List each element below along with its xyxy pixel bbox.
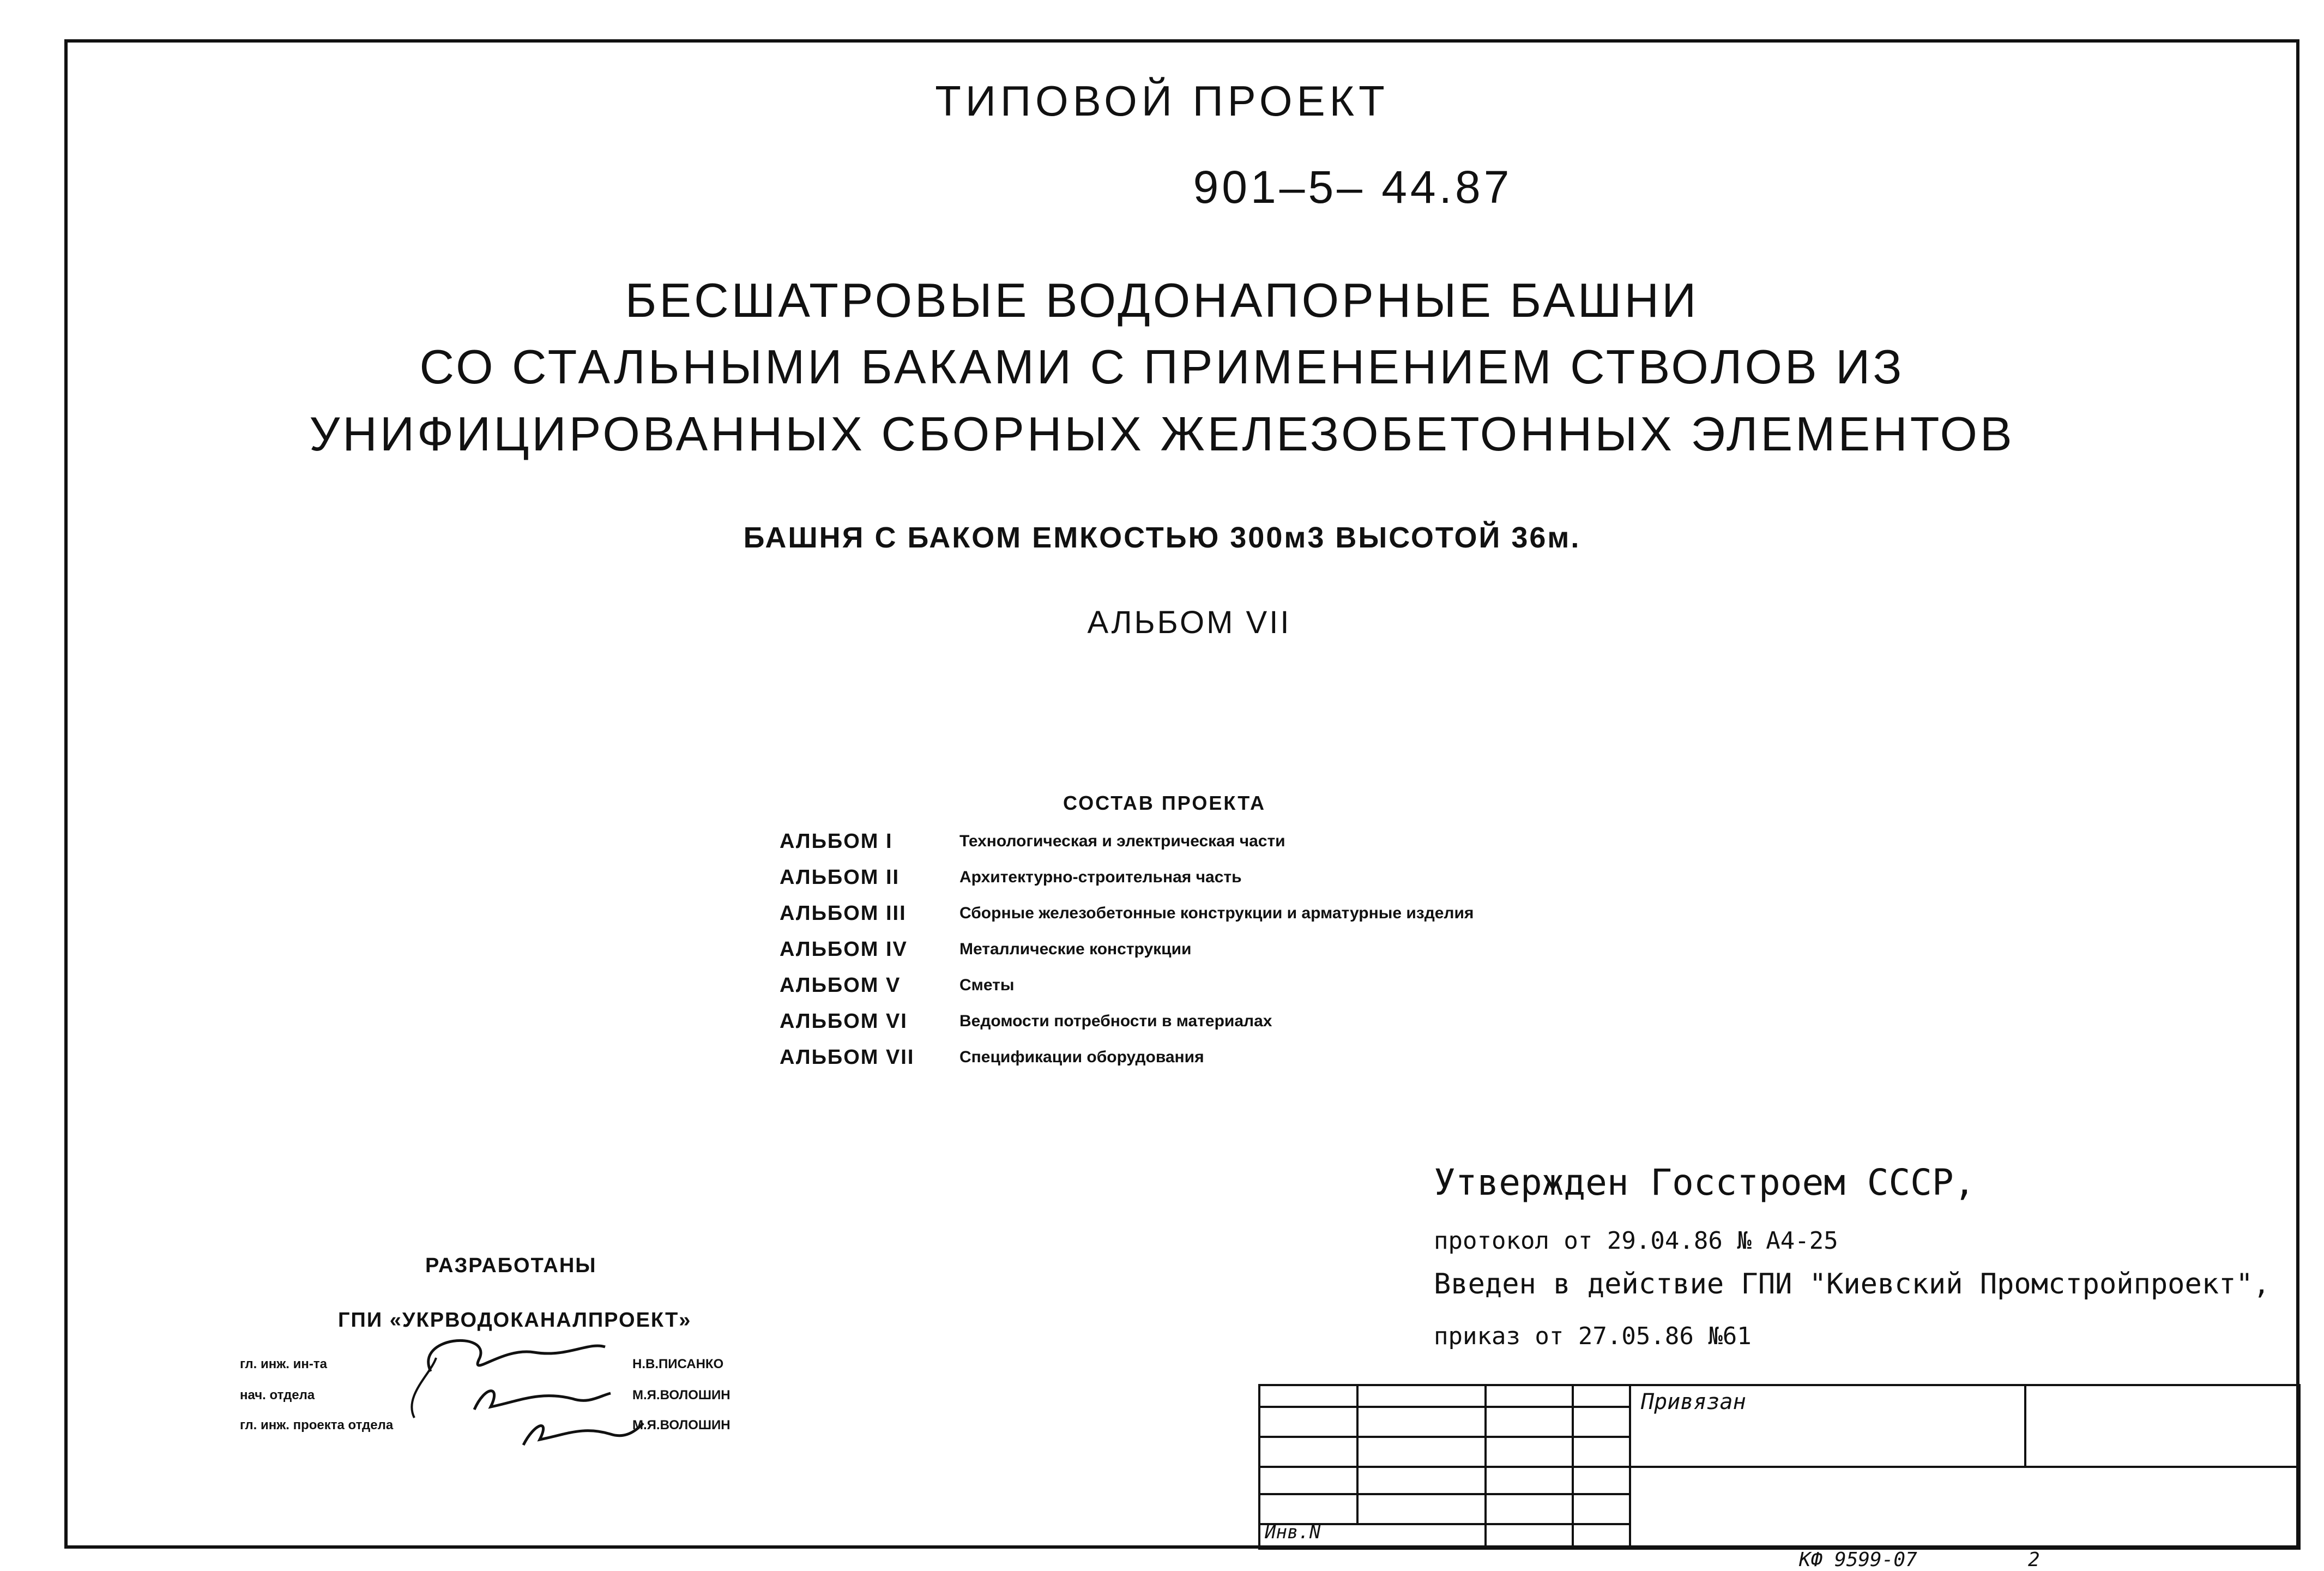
approval-line-4: приказ от 27.05.86 №61 <box>1434 1322 1752 1350</box>
signature-3 <box>523 1423 643 1445</box>
tower-description: БАШНЯ С БАКОМ ЕМКОСТЬЮ 300м3 ВЫСОТОЙ 36м. <box>743 521 1581 554</box>
album-description: Технологическая и электрическая части <box>959 832 1285 850</box>
stamp-table <box>1259 1385 2299 1549</box>
title-line-2: СО СТАЛЬНЫМИ БАКАМИ С ПРИМЕНЕНИЕМ СТВОЛОВ ИЗ <box>419 340 1905 394</box>
document-code: КФ 9599-07 <box>1799 1549 1917 1571</box>
signature-1-stroke <box>412 1358 436 1418</box>
album-label: АЛЬБОМ VI <box>780 1009 908 1033</box>
album-description: Металлические конструкции <box>959 940 1192 958</box>
signature-2 <box>474 1391 611 1410</box>
developer-title: РАЗРАБОТАНЫ <box>425 1254 597 1277</box>
staff-role: гл. инж. ин-та <box>240 1357 327 1371</box>
sheet-number: 2 <box>2028 1549 2040 1571</box>
album-description: Ведомости потребности в материалах <box>959 1012 1272 1030</box>
album-description: Спецификации оборудования <box>959 1048 1204 1066</box>
album-number: АЛЬБОМ VII <box>1087 605 1291 640</box>
bound-label: Привязан <box>1641 1389 1746 1414</box>
title-line-3: УНИФИЦИРОВАННЫХ СБОРНЫХ ЖЕЛЕЗОБЕТОННЫХ ЭЛЕМЕНТОВ <box>309 407 2015 461</box>
album-description: Сметы <box>959 976 1015 994</box>
album-label: АЛЬБОМ III <box>780 901 907 925</box>
staff-name: Н.В.ПИСАНКО <box>632 1357 724 1371</box>
album-label: АЛЬБОМ I <box>780 829 893 853</box>
developer-organization: ГПИ «УКРВОДОКАНАЛПРОЕКТ» <box>338 1309 692 1332</box>
approval-line-2: протокол от 29.04.86 № А4-25 <box>1434 1227 1838 1255</box>
staff-name: М.Я.ВОЛОШИН <box>632 1418 731 1432</box>
composition-title: СОСТАВ ПРОЕКТА <box>1063 792 1266 814</box>
staff-role: гл. инж. проекта отдела <box>240 1418 394 1432</box>
signature-1 <box>428 1340 605 1371</box>
album-label: АЛЬБОМ II <box>780 865 900 889</box>
album-label: АЛЬБОМ VII <box>780 1045 915 1069</box>
staff-name: М.Я.ВОЛОШИН <box>632 1388 731 1403</box>
album-label: АЛЬБОМ V <box>780 973 901 997</box>
album-description: Сборные железобетонные конструкции и арматурные изделия <box>959 904 1474 922</box>
staff-role: нач. отдела <box>240 1388 315 1403</box>
document-type: ТИПОВОЙ ПРОЕКТ <box>935 77 1389 125</box>
album-description: Архитектурно-строительная часть <box>959 868 1242 886</box>
album-label: АЛЬБОМ IV <box>780 937 908 961</box>
title-line-1: БЕСШАТРОВЫЕ ВОДОНАПОРНЫЕ БАШНИ <box>625 273 1699 327</box>
project-number: 901–5– 44.87 <box>1193 161 1513 213</box>
approval-line-1: Утвержден Госстроем СССР, <box>1434 1161 1976 1203</box>
approval-line-3: Введен в действие ГПИ "Киевский Промстройпроект", <box>1434 1268 2271 1301</box>
inventory-label: Инв.N <box>1265 1521 1321 1543</box>
